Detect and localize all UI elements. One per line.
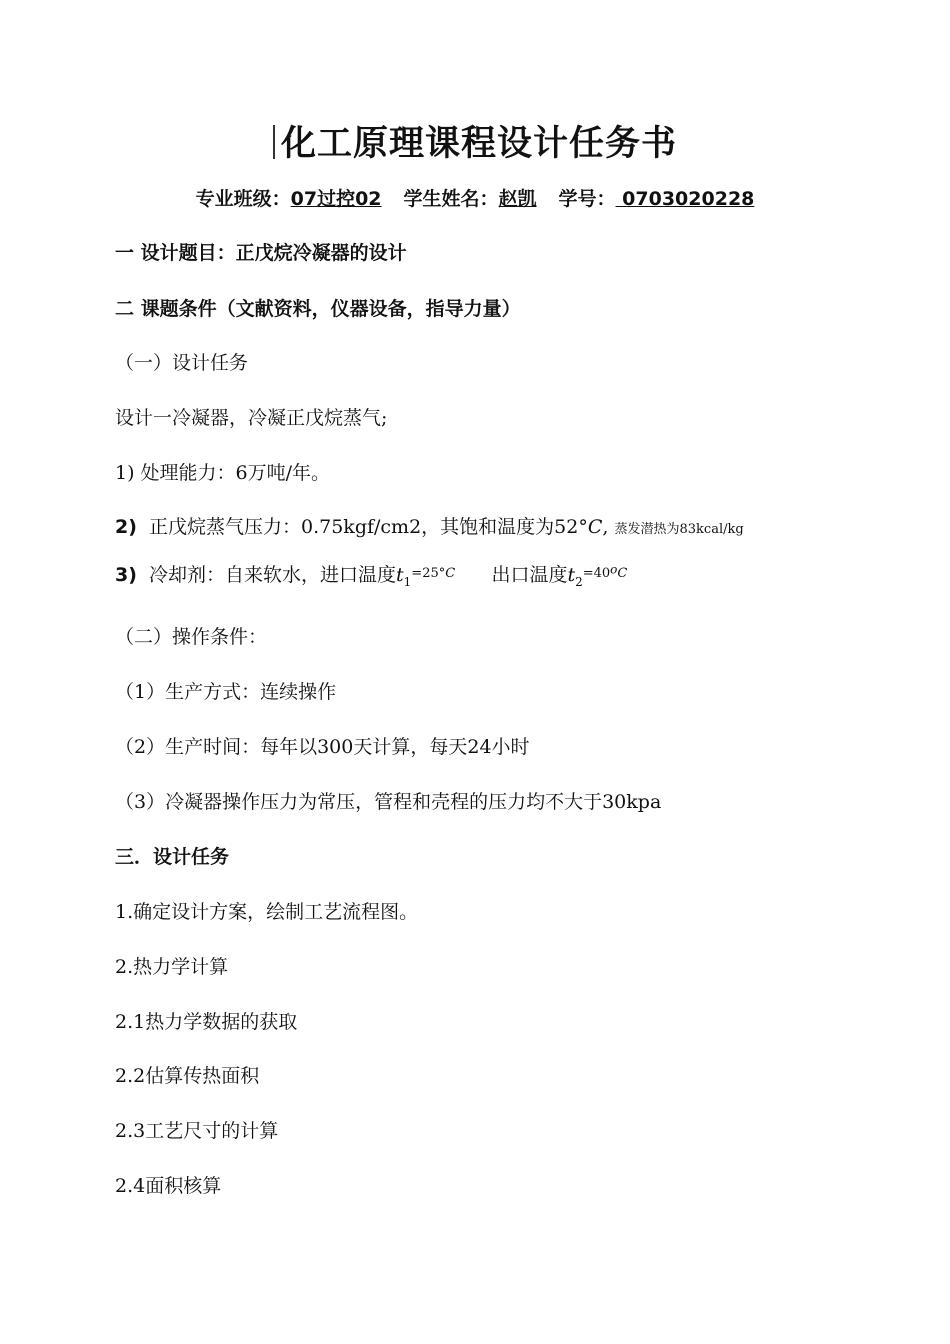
section-heading-2: 二 课题条件（文献资料，仪器设备，指导力量） bbox=[115, 298, 521, 320]
operating-condition-3: （3）冷凝器操作压力为常压，管程和壳程的压力均不大于30kpa bbox=[115, 791, 662, 813]
id-label: 学号： bbox=[558, 188, 616, 210]
task-list-item: 2.1热力学数据的获取 bbox=[115, 1011, 298, 1033]
item-coolant: 3) 冷却剂：自来软水，进口温度$t_1^{=25^\circ C}$ 出口温度$t_2^{=40oC}$ bbox=[115, 562, 628, 589]
text-cursor bbox=[273, 125, 275, 159]
major-label: 专业班级： bbox=[195, 188, 291, 210]
id-value: 0703020228 bbox=[615, 188, 755, 210]
item-capacity: 1) 处理能力：6万吨/年。 bbox=[115, 462, 331, 484]
task-list-item: 2.2估算传热面积 bbox=[115, 1065, 260, 1087]
task-list-item: 1.确定设计方案，绘制工艺流程图。 bbox=[115, 901, 419, 923]
latent-heat-note: 蒸发潜热为83kcal/kg bbox=[614, 522, 744, 537]
task-list-item: 2.热力学计算 bbox=[115, 956, 229, 978]
subsection-operating-conditions: （二）操作条件： bbox=[115, 626, 268, 648]
task-description: 设计一冷凝器，冷凝正戊烷蒸气; bbox=[115, 407, 388, 429]
section-heading-3: 三．设计任务 bbox=[115, 846, 230, 868]
document-title: 化工原理课程设计任务书 bbox=[0, 116, 950, 166]
name-label: 学生姓名： bbox=[403, 188, 499, 210]
operating-condition-2: （2）生产时间：每年以300天计算，每天24小时 bbox=[115, 736, 530, 758]
student-info-line bbox=[0, 184, 950, 211]
subsection-design-task: （一）设计任务 bbox=[115, 352, 249, 374]
name-value: 赵凯 bbox=[498, 188, 537, 210]
item-vapor-pressure: 2) 正戊烷蒸气压力：0.75kgf/cm2，其饱和温度为52°C, 蒸发潜热为83kcal/kg bbox=[115, 516, 744, 538]
operating-condition-1: （1）生产方式：连续操作 bbox=[115, 681, 337, 703]
section-heading-1: 一 设计题目：正戊烷冷凝器的设计 bbox=[115, 242, 407, 264]
task-list-item: 2.4面积核算 bbox=[115, 1175, 222, 1197]
task-list-item: 2.3工艺尺寸的计算 bbox=[115, 1120, 279, 1142]
major-value: 07过控02 bbox=[290, 188, 382, 210]
